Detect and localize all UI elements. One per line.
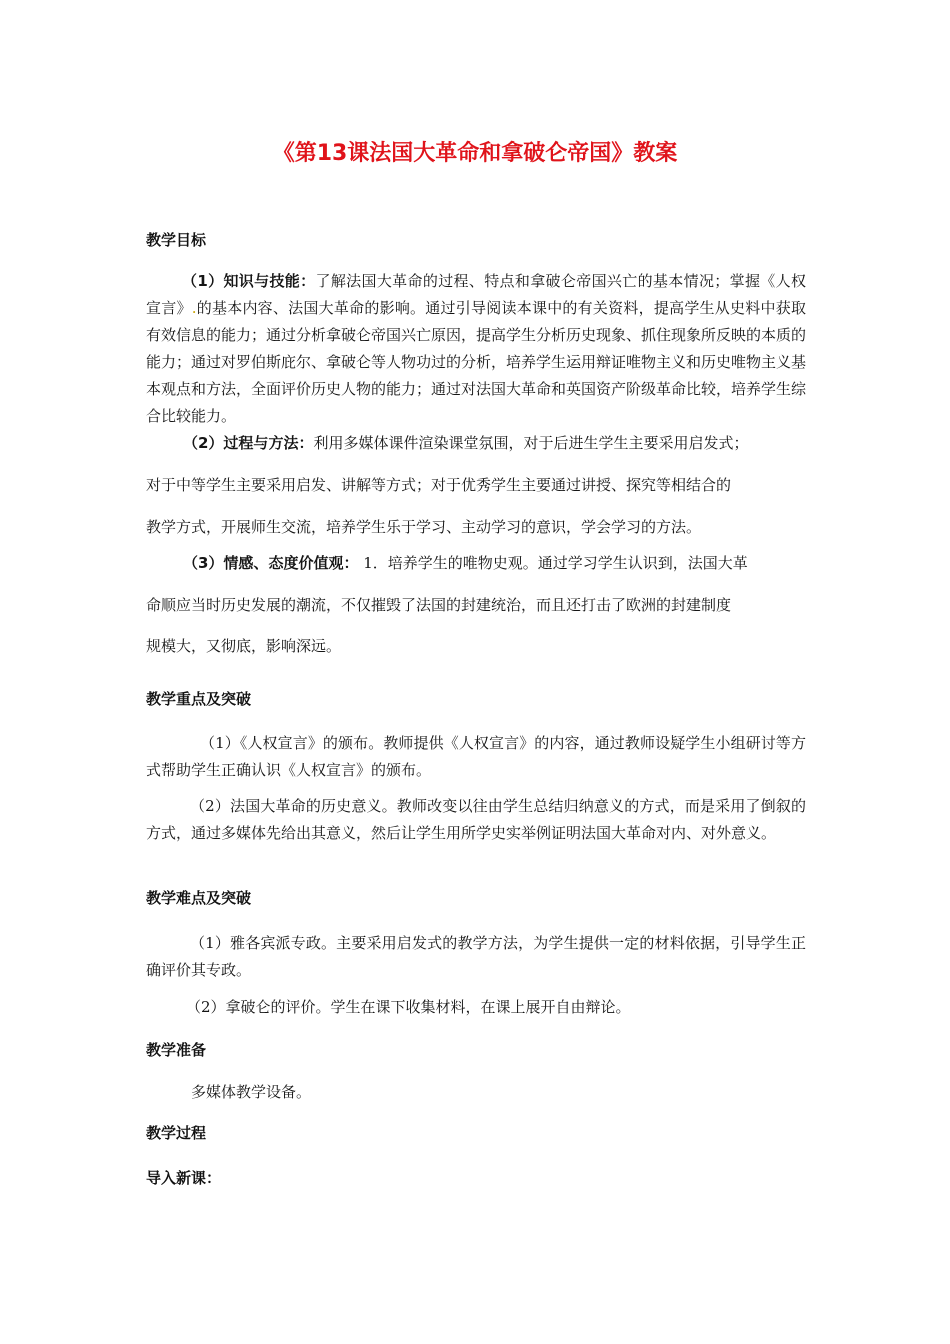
section-heading-prep: 教学准备 <box>146 1041 207 1059</box>
goals-knowledge-lead: （1）知识与技能： <box>182 272 316 290</box>
goals-attitude-line-3: 规模大，又彻底，影响深远。 <box>146 637 342 655</box>
goals-attitude-line-2: 命顺应当时历史发展的潮流，不仅摧毁了法国的封建统治，而且还打击了欧洲的封建制度 <box>146 596 732 614</box>
goals-knowledge-paragraph <box>146 268 806 430</box>
section-heading-process: 教学过程 <box>146 1124 207 1142</box>
document-title: 《第13课法国大革命和拿破仑帝国》教案 <box>272 141 678 166</box>
section-heading-difficult: 教学难点及突破 <box>146 889 252 907</box>
goals-knowledge-text-a: 了解法国大革命的过程、特点和拿破仑帝国兴亡的基本情况；掌握《人权宣言》 <box>146 272 806 317</box>
prep-text: 多媒体教学设备。 <box>191 1083 312 1101</box>
section-heading-key: 教学重点及突破 <box>146 690 252 708</box>
goals-attitude-line-1 <box>183 552 843 574</box>
key-point-1: （1）《人权宣言》的颁布。教师提供《人权宣言》的内容，通过教师设疑学生小组研讨等方式帮助学生正确认识《人权宣言》的颁布。 <box>146 734 806 779</box>
goals-attitude-text-1: 1．培养学生的唯物史观。通过学习学生认识到，法国大革 <box>358 554 748 572</box>
goals-knowledge-dot: . <box>191 299 197 317</box>
difficult-point-2: （2）拿破仑的评价。学生在课下收集材料，在课上展开自由辩论。 <box>186 998 631 1016</box>
section-heading-goals: 教学目标 <box>146 231 207 249</box>
goals-method-text-1: 利用多媒体课件渲染课堂氛围，对于后进生学生主要采用启发式； <box>313 434 749 452</box>
section-heading-intro: 导入新课： <box>146 1169 222 1187</box>
goals-method-line-2: 对于中等学生主要采用启发、讲解等方式；对于优秀学生主要通过讲授、探究等相结合的 <box>146 476 732 494</box>
goals-method-line-3: 教学方式，开展师生交流，培养学生乐于学习、主动学习的意识，学会学习的方法。 <box>146 518 702 536</box>
goals-method-line-1 <box>183 432 843 454</box>
goals-knowledge-text-b: 的基本内容、法国大革命的影响。通过引导阅读本课中的有关资料，提高学生从史料中获取有效信息的能力；通过分析拿破仑帝国兴亡原因，提高学生分析历史现象、抓住现象所反映的本质的能力；通过对罗伯斯庇尔、拿破仑等人物功过的分析，培养学生运用辩证唯物主义和历史唯物主义基本观点和方法，全面评价历史人物的能力；通过对法国大革命和英国资产阶级革命比较，培养学生综合比较能力。 <box>146 299 807 425</box>
goals-attitude-lead: （3）情感、态度价值观： <box>183 554 359 572</box>
difficult-point-1: （1）雅各宾派专政。主要采用启发式的教学方法，为学生提供一定的材料依据，引导学生正确评价其专政。 <box>146 934 806 979</box>
goals-method-lead: （2）过程与方法： <box>183 434 314 452</box>
key-point-2: （2）法国大革命的历史意义。教师改变以往由学生总结归纳意义的方式，而是采用了倒叙的方式，通过多媒体先给出其意义，然后让学生用所学史实举例证明法国大革命对内、对外意义。 <box>146 797 806 842</box>
